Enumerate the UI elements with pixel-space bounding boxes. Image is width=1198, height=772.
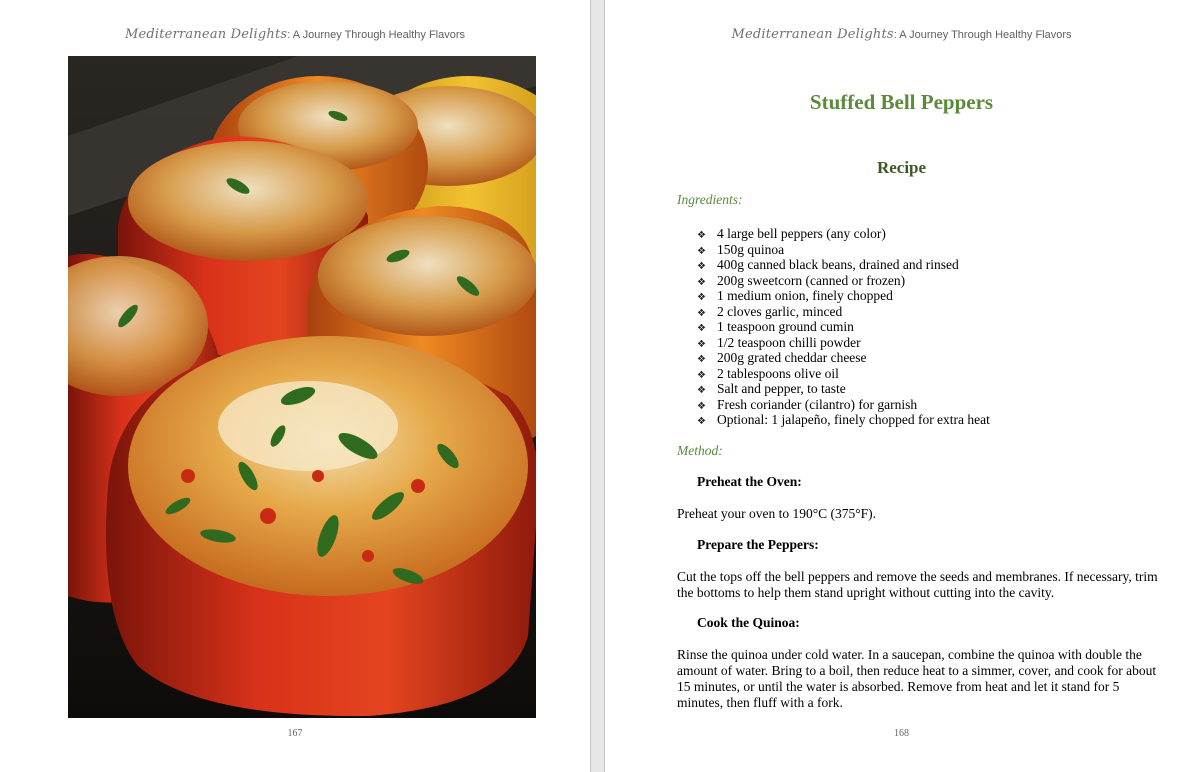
diamond-bullet-icon: ❖ [697, 385, 706, 396]
ingredient-text: 2 tablespoons olive oil [717, 365, 839, 381]
ingredient-text: 200g grated cheddar cheese [717, 350, 867, 365]
running-header [605, 25, 1198, 43]
ingredient-item [697, 397, 990, 413]
running-header [0, 25, 590, 43]
ingredient-text: 150g quinoa [717, 241, 785, 257]
ingredient-text: Fresh coriander (cilantro) for garnish [717, 396, 918, 412]
ingredient-text: 1 medium onion, finely chopped [717, 288, 893, 303]
ingredient-item [697, 335, 990, 351]
step-text: Rinse the quinoa under cold water. In a saucepan, combine the quinoa with double the amount of water. Bring to a boil, then reduce heat to a simmer, cover, and cook for about 15 minutes, or until the water is absorbed. Remove from heat and let it stand for 5 minutes, then fluff with a fork. [677, 647, 1157, 710]
ingredient-item [697, 319, 990, 335]
ingredient-text: Salt and pepper, to taste [717, 381, 846, 396]
ingredient-text: 200g sweetcorn (canned or frozen) [717, 272, 906, 288]
page-gutter [590, 0, 605, 772]
diamond-bullet-icon: ❖ [697, 400, 706, 412]
ingredients-list [697, 226, 990, 428]
ingredient-text: 4 large bell peppers (any color) [717, 226, 886, 241]
recipe-title: Stuffed Bell Peppers [809, 90, 994, 114]
ingredients-label: Ingredients: [677, 192, 743, 207]
diamond-bullet-icon: ❖ [697, 323, 706, 334]
method-label: Method: [677, 443, 723, 458]
diamond-bullet-icon: ❖ [697, 354, 706, 365]
ingredient-text: 1 teaspoon ground cumin [717, 319, 854, 334]
book-title-script: Mediterranean Delights [124, 27, 288, 42]
ingredient-text: 400g canned black beans, drained and rinsed [717, 257, 959, 272]
ingredient-text: 1/2 teaspoon chilli powder [717, 334, 861, 350]
step-text: Preheat your oven to 190°C (375°F). [677, 506, 877, 521]
book-subtitle: : A Journey Through Healthy Flavors [893, 29, 1072, 41]
ingredient-item [697, 366, 990, 382]
step-text: Cut the tops off the bell peppers and remove the seeds and membranes. If necessary, trim the bottoms to help them stand upright without cutting into the cavity. [677, 569, 1158, 600]
diamond-bullet-icon: ❖ [697, 416, 706, 427]
diamond-bullet-icon: ❖ [697, 369, 706, 381]
ingredient-item [697, 381, 990, 397]
ingredient-text: 2 cloves garlic, minced [717, 303, 843, 319]
step-title: Cook the Quinoa: [697, 615, 800, 630]
ingredient-text: Optional: 1 jalapeño, finely chopped for extra heat [717, 412, 990, 427]
book-subtitle: : A Journey Through Healthy Flavors [287, 29, 466, 41]
ingredient-item [697, 350, 990, 366]
step-title: Prepare the Peppers: [697, 537, 819, 552]
diamond-bullet-icon: ❖ [697, 338, 706, 350]
ingredient-item [697, 273, 990, 289]
ingredient-item [697, 242, 990, 258]
ingredient-item [697, 412, 990, 428]
diamond-bullet-icon: ❖ [697, 276, 706, 288]
ingredient-item [697, 304, 990, 320]
diamond-bullet-icon: ❖ [697, 307, 706, 319]
ingredient-item [697, 226, 990, 242]
diamond-bullet-icon: ❖ [697, 245, 706, 257]
right-page [605, 0, 1198, 772]
stuffed-bell-peppers-photo [68, 56, 536, 718]
section-heading: Recipe [876, 158, 927, 177]
step-title: Preheat the Oven: [697, 474, 802, 489]
diamond-bullet-icon: ❖ [697, 230, 706, 241]
diamond-bullet-icon: ❖ [697, 292, 706, 303]
ingredient-item [697, 257, 990, 273]
ingredient-item [697, 288, 990, 304]
book-title-script: Mediterranean Delights [731, 27, 894, 42]
page-number: 167 [287, 728, 303, 739]
left-page [0, 0, 590, 772]
page-number: 168 [894, 728, 909, 739]
diamond-bullet-icon: ❖ [697, 261, 706, 272]
